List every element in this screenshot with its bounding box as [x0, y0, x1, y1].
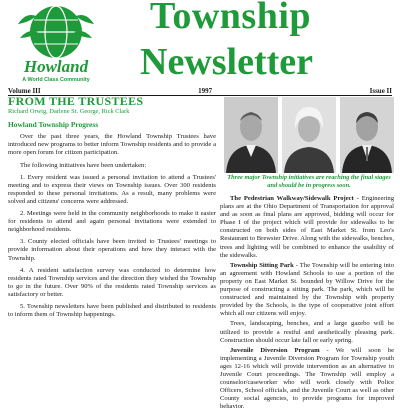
initiative-item: 5. Township newsletters have been published and distributed to residents to inform them of Township happenings.: [8, 302, 216, 319]
volume-number: Volume III: [8, 86, 41, 95]
globe-tree-icon: [8, 2, 104, 86]
issue-year: 1997: [198, 86, 213, 95]
issue-number: Issue II: [369, 86, 392, 95]
project-text: - We will soon be implementing a Juvenile Diversion Program for Township youth ages 12-16 which will provide intervention as an alternative to Juvenile Court proceedings. The Township will employ a counselor/caseworker who will work closely with Police Officers, School officials, and the Juvenile Court as well as other County social agencies, to provide programs for improved behavior.: [220, 346, 394, 411]
projects-article: [220, 193, 395, 411]
trustee-photos: [224, 97, 394, 173]
project-paragraph: [220, 347, 394, 411]
project-title: The Pedestrian Walkway/Sidewalk Project: [230, 195, 354, 202]
project-title: Juvenile Diversion Program: [230, 346, 320, 354]
trustee-photo: [282, 97, 336, 173]
project-text: - Engineering plans are at the Ohio Department of Transportation for approval and as soon as final plans are approved, bidding will occur for Phase I of the project which will provide for sidewalks to be constructed on both sides of East Market St. from Leo's Restaurant to Brewster Drive. Along with the sidewalks, benches, trees and lighting will be combined to enhance the usability of the sidewalks.: [220, 195, 395, 259]
logo-tagline: A World Class Community: [22, 77, 90, 83]
article-intro-2: The following initiatives have been undertaken:: [20, 161, 147, 169]
howland-logo: [8, 2, 104, 86]
article-subheading: Howland Township Progress: [8, 120, 99, 130]
trustee-photo: [340, 97, 394, 173]
initiative-item: 2. Meetings were held in the community neighborhoods to make it easier for residents to attend and again personal invitations were extended to neighborhood residents.: [8, 210, 216, 234]
section-heading: FROM THE TRUSTEES: [8, 94, 144, 108]
project-paragraph: [220, 262, 394, 319]
photo-caption: Three major Township initiatives are reaching the final stages and should be in progress soon.: [227, 174, 391, 189]
initiative-item: 1. Every resident was issued a personal invitation to attend a Trustees' meeting and to express their views on Township issues. Over 300 residents responded to these personal invitations. As a result, many problems were solved and citizens' concerns were addressed.: [8, 173, 216, 205]
initiative-item: 3. County elected officials have been invited to Trustees' meetings to provide information about their operations and how they interact with the Township.: [8, 238, 216, 262]
newsletter-title-line2: Newsletter: [140, 41, 314, 83]
article-authors: Richard Orwig, Darlene St. George, Rick Clark: [8, 108, 130, 116]
initiative-item: 4. A resident satisfaction survey was conducted to determine how residents rated Township services and the direction they wished the Township to go in the future. Over 90% of the residents rated Township services as satisfactory or better.: [8, 266, 216, 298]
trustee-photo: [224, 97, 278, 173]
article-intro: Over the past three years, the Howland Township Trustees have introduced new programs to better inform Township residents and to provide a more open forum for citizen participation.: [8, 133, 216, 157]
newsletter-title-line1: Township: [150, 0, 312, 37]
trustees-article: [8, 94, 216, 400]
project-title: Township Sitting Park: [230, 261, 294, 269]
project-paragraph: Trees, landscaping, benches, and a large gazebo will be utilized to provide a restful and aesthetically pleasing park. Construction should occur late fall or early spring.: [220, 320, 394, 344]
project-text: - The Township will be entering into an agreement with Howland Schools to use a portion of the property on East Market St. bounded by Willow Drive for the purpose of constructing a sitting park. The park, which will be constructed and maintained by the Township with property provided by the Schools, is the type of cooperative joint effort which all our citizens will enjoy.: [220, 261, 394, 318]
logo-wordmark: Howland: [23, 57, 89, 76]
project-paragraph: [220, 195, 394, 260]
